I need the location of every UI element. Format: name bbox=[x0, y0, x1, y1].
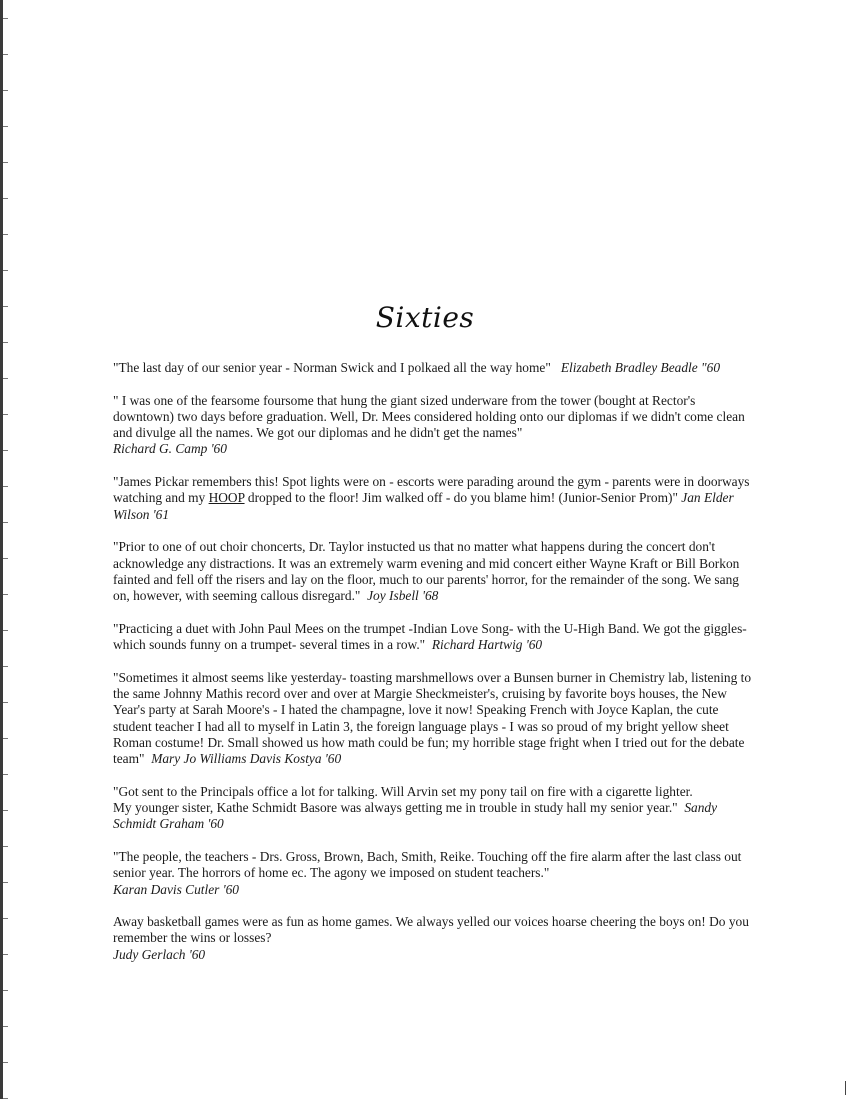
memory-entry-7 bbox=[113, 784, 753, 833]
memory-text: "The people, the teachers - Drs. Gross, Brown, Bach, Smith, Reike. Touching off the fire alarm after the last class out senior year. The horrors of home ec. The agony we imposed on student teachers." bbox=[113, 848, 742, 881]
memory-text: "Sometimes it almost seems like yesterday- toasting marshmellows over a Bunsen burner in Chemistry lab, listening to the same Johnny Mathis record over and over at Margie Sheckmeister's, cruising by favorite boys houses, the New Year's party at Sarah Moore's - I hated the champagne, love it now! Speaking French with Joyce Kaplan, the cute student teacher I had all to myself in Latin 3, the foreign language plays - I was so proud of my bright yellow sheet Roman costume! Dr. Small showed us how math could be fun; my horrible stage fright when I tried out for the debate team" bbox=[113, 669, 752, 767]
edge-tick bbox=[3, 54, 8, 55]
memory-text: "Practicing a duet with John Paul Mees on the trumpet -Indian Love Song- with the U-High Band. We got the giggles- which sounds funny on a trumpet- several times in a row." bbox=[113, 620, 747, 653]
memory-text: dropped to the floor! Jim walked off - do you blame him! (Junior-Senior Prom)" bbox=[244, 490, 678, 506]
edge-tick bbox=[3, 954, 8, 955]
memory-entry-8 bbox=[113, 849, 753, 898]
memory-entry-4 bbox=[113, 539, 753, 604]
binder-edge-marks bbox=[3, 0, 9, 1099]
memory-entry-3 bbox=[113, 474, 753, 523]
edge-tick bbox=[3, 666, 8, 667]
memories-list bbox=[113, 360, 753, 979]
memory-text: " I was one of the fearsome foursome that hung the giant sized underware from the tower (bought at Rector's downtown) two days before graduation. Well, Dr. Mees considered holding onto our diplomas if we didn't come clean and divulge all the names. We got our diplomas and he didn't get the names" bbox=[113, 392, 745, 441]
memory-text: "Got sent to the Principals office a lot for talking. Will Arvin set my pony tail on fire with a cigarette lighter. bbox=[113, 783, 693, 799]
edge-tick bbox=[3, 738, 8, 739]
edge-tick bbox=[3, 126, 8, 127]
edge-tick bbox=[3, 18, 8, 19]
memory-entry-9 bbox=[113, 914, 753, 963]
scan-right-edge-mark bbox=[845, 1081, 846, 1095]
edge-tick bbox=[3, 1062, 8, 1063]
edge-tick bbox=[3, 702, 8, 703]
edge-tick bbox=[3, 342, 8, 343]
memory-entry-5 bbox=[113, 621, 753, 654]
memory-entry-6 bbox=[113, 670, 753, 768]
memory-author: Elizabeth Bradley Beadle "60 bbox=[560, 360, 721, 375]
edge-tick bbox=[3, 918, 8, 919]
edge-tick bbox=[3, 846, 8, 847]
edge-tick bbox=[3, 630, 8, 631]
edge-tick bbox=[3, 990, 8, 991]
edge-tick bbox=[3, 486, 8, 487]
page-title: Sixties bbox=[375, 301, 475, 334]
edge-tick bbox=[3, 378, 8, 379]
memory-text: "James Pickar remembers this! Spot lights were on - escorts were parading around the gym - parents were in doorways watching and my bbox=[113, 474, 750, 506]
edge-tick bbox=[3, 234, 8, 235]
memory-entry-2 bbox=[113, 393, 753, 458]
edge-tick bbox=[3, 882, 8, 883]
memory-entry-1 bbox=[113, 360, 753, 376]
memory-author: Sandy Schmidt Graham '60 bbox=[113, 800, 718, 832]
edge-tick bbox=[3, 774, 8, 775]
memory-author: Karan Davis Cutler '60 bbox=[113, 881, 239, 897]
memory-author: Richard Hartwig '60 bbox=[431, 637, 543, 653]
edge-tick bbox=[3, 162, 8, 163]
edge-tick bbox=[3, 1026, 8, 1027]
edge-tick bbox=[3, 414, 8, 415]
edge-tick bbox=[3, 90, 8, 91]
underlined-word: HOOP bbox=[208, 490, 245, 506]
edge-tick bbox=[3, 558, 8, 559]
memory-text: "The last day of our senior year - Norman Swick and I polkaed all the way home" bbox=[113, 360, 551, 375]
edge-tick bbox=[3, 270, 8, 271]
edge-tick bbox=[3, 198, 8, 199]
memory-author: Jan Elder Wilson '61 bbox=[113, 490, 734, 522]
memory-text: "Prior to one of out choir choncerts, Dr. Taylor instucted us that no matter what happens during the concert don't acknowledge any distractions. It was an extremely warm evening and mid concert either Wayne Kraft or Bill Borkon fainted and fell off the risers and lay on the floor, much to our parents' horror, for the remainder of the song. We sang on, however, with seeming callous disregard." bbox=[113, 539, 740, 604]
edge-tick bbox=[3, 594, 8, 595]
memory-author: Mary Jo Williams Davis Kostya '60 bbox=[151, 751, 342, 767]
memory-author: Richard G. Camp '60 bbox=[113, 441, 227, 457]
memory-text: Away basketball games were as fun as home games. We always yelled our voices hoarse cheering the boys on! Do you remember the wins or losses? bbox=[113, 914, 749, 946]
edge-tick bbox=[3, 810, 8, 811]
memory-text: My younger sister, Kathe Schmidt Basore was always getting me in trouble in study hall my senior year." bbox=[113, 800, 678, 816]
memory-author: Judy Gerlach '60 bbox=[113, 946, 206, 962]
memory-author: Joy Isbell '68 bbox=[367, 588, 439, 604]
edge-tick bbox=[3, 522, 8, 523]
edge-tick bbox=[3, 450, 8, 451]
